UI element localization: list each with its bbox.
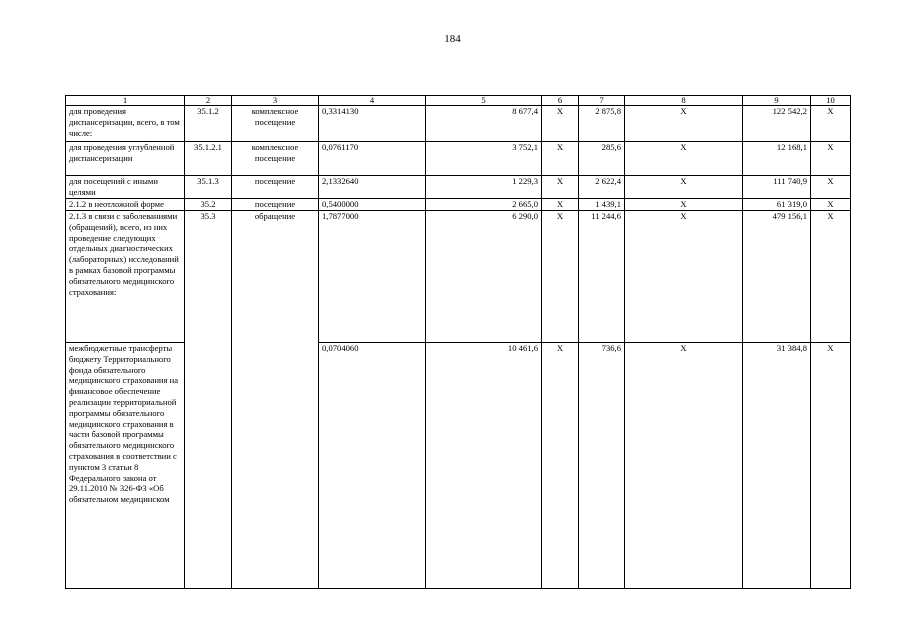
row-cost: 6 290,0 — [426, 211, 542, 343]
table-row — [66, 199, 851, 211]
table-row — [66, 176, 851, 199]
row-unit: обращение — [232, 211, 319, 589]
row-col6: X — [542, 343, 579, 589]
row-cost: 3 752,1 — [426, 142, 542, 176]
row-col10: X — [811, 211, 851, 343]
row-cost: 2 665,0 — [426, 199, 542, 211]
row-col9: 31 384,8 — [743, 343, 811, 589]
row-label: для проведения углубленной диспансеризации — [66, 142, 185, 176]
row-col6: X — [542, 142, 579, 176]
row-col8: X — [625, 176, 743, 199]
row-col9: 479 156,1 — [743, 211, 811, 343]
table-row — [66, 106, 851, 142]
row-col10: X — [811, 343, 851, 589]
row-label: для проведения диспансеризации, всего, в том числе: — [66, 106, 185, 142]
column-header: 8 — [625, 96, 743, 106]
column-header: 4 — [319, 96, 426, 106]
row-col7: 1 439,1 — [579, 199, 625, 211]
row-col7: 736,6 — [579, 343, 625, 589]
row-norm: 0,0704060 — [319, 343, 426, 589]
row-col6: X — [542, 199, 579, 211]
row-col10: X — [811, 176, 851, 199]
column-header: 9 — [743, 96, 811, 106]
row-norm: 0,3314130 — [319, 106, 426, 142]
row-label: межбюджетные трансферты бюджету Территориального фонда обязательного медицинского страхования на финансовое обеспечение реализации территориальной программы обязательного медицинского страхования в части базовой программы обязательного медицинского страхования в соответствии с пунктом 3 статьи 8 Федерального закона от 29.11.2010 № 326-ФЗ «Об обязательном медицинском — [66, 343, 185, 589]
row-col6: X — [542, 176, 579, 199]
row-label: 2.1.2 в неотложной форме — [66, 199, 185, 211]
row-col8: X — [625, 106, 743, 142]
row-norm: 2,1332640 — [319, 176, 426, 199]
table-row — [66, 343, 851, 589]
row-code: 35.1.2 — [185, 106, 232, 142]
column-header: 7 — [579, 96, 625, 106]
row-cost: 10 461,6 — [426, 343, 542, 589]
row-col8: X — [625, 343, 743, 589]
row-col8: X — [625, 142, 743, 176]
row-col7: 285,6 — [579, 142, 625, 176]
row-code: 35.3 — [185, 211, 232, 589]
row-col7: 2 622,4 — [579, 176, 625, 199]
column-header: 1 — [66, 96, 185, 106]
row-col7: 2 875,8 — [579, 106, 625, 142]
column-header: 3 — [232, 96, 319, 106]
row-col6: X — [542, 106, 579, 142]
row-norm: 0,5400000 — [319, 199, 426, 211]
row-norm: 0,0761170 — [319, 142, 426, 176]
row-col10: X — [811, 106, 851, 142]
row-col9: 12 168,1 — [743, 142, 811, 176]
table-row — [66, 211, 851, 343]
data-table — [65, 95, 851, 589]
page-number: 184 — [444, 33, 461, 45]
row-col6: X — [542, 211, 579, 343]
row-unit: комплексное посещение — [232, 142, 319, 176]
row-label: 2.1.3 в связи с заболеваниями (обращений), всего, из них проведение следующих отдельных диагностических (лабораторных) исследований в рамках базовой программы обязательного медицинского страхования: — [66, 211, 185, 343]
column-header: 10 — [811, 96, 851, 106]
row-col7: 11 244,6 — [579, 211, 625, 343]
row-col10: X — [811, 199, 851, 211]
row-code: 35.1.2.1 — [185, 142, 232, 176]
row-norm: 1,7877000 — [319, 211, 426, 343]
column-header: 2 — [185, 96, 232, 106]
row-unit: посещение — [232, 199, 319, 211]
row-code: 35.2 — [185, 199, 232, 211]
row-code: 35.1.3 — [185, 176, 232, 199]
table-row — [66, 142, 851, 176]
row-col9: 111 740,9 — [743, 176, 811, 199]
row-unit: комплексное посещение — [232, 106, 319, 142]
row-unit: посещение — [232, 176, 319, 199]
column-header: 5 — [426, 96, 542, 106]
row-cost: 1 229,3 — [426, 176, 542, 199]
row-col9: 122 542,2 — [743, 106, 811, 142]
row-cost: 8 677,4 — [426, 106, 542, 142]
table-header-row — [66, 96, 851, 106]
row-col8: X — [625, 211, 743, 343]
row-col9: 61 319,0 — [743, 199, 811, 211]
row-col10: X — [811, 142, 851, 176]
column-header: 6 — [542, 96, 579, 106]
row-col8: X — [625, 199, 743, 211]
row-label: для посещений с иными целями — [66, 176, 185, 199]
